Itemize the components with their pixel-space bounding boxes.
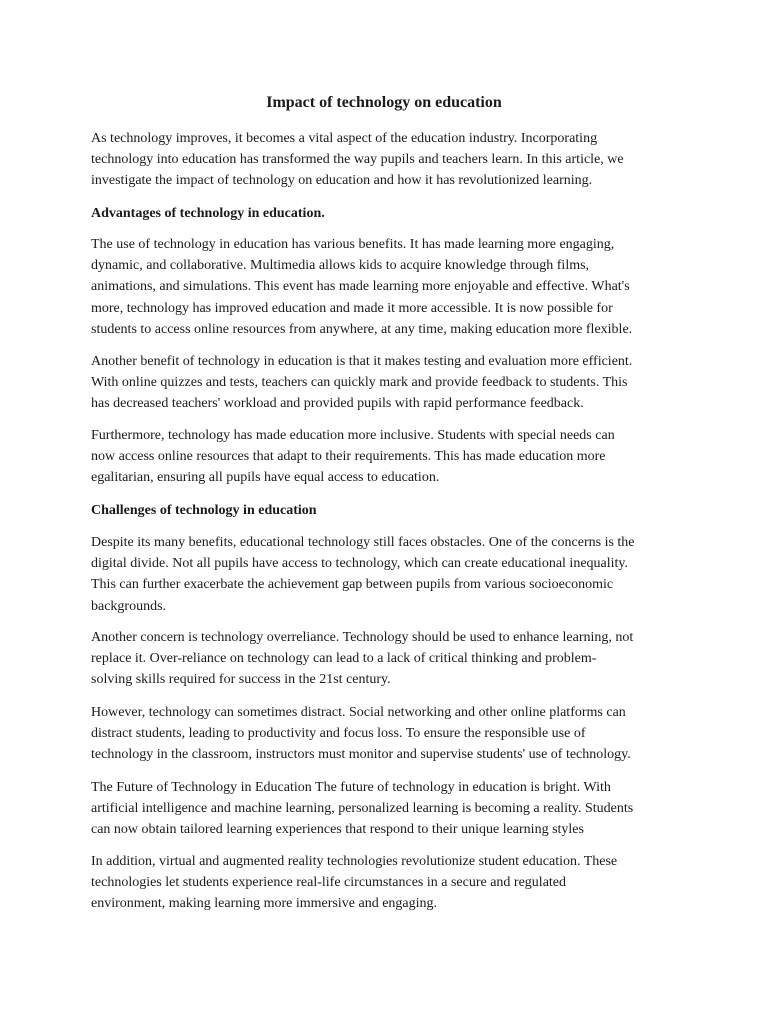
text-line: Despite its many benefits, educational technology still faces obstacles. One of the concerns is the: [91, 535, 635, 550]
text-line: replace it. Over-reliance on technology can lead to a lack of critical thinking and problem-: [91, 651, 597, 667]
future-paragraph-2: [91, 851, 691, 915]
text-line: environment, making learning more immersive and engaging.: [91, 896, 438, 912]
text-line: In addition, virtual and augmented reality technologies revolutionize student education. These: [91, 854, 618, 869]
intro-paragraph: [91, 128, 691, 192]
text-line: artificial intelligence and machine learning, personalized learning is becoming a reality. Students: [91, 801, 634, 817]
challenges-heading: Challenges of technology in education: [91, 503, 317, 518]
text-line: Furthermore, technology has made education more inclusive. Students with special needs can: [91, 428, 615, 443]
text-line: Another benefit of technology in education is that it makes testing and evaluation more efficient.: [91, 354, 633, 369]
text-line: backgrounds.: [91, 598, 167, 614]
text-line: digital divide. Not all pupils have access to technology, which can create educational inequality.: [91, 556, 629, 572]
text-line: However, technology can sometimes distract. Social networking and other online platforms can: [91, 705, 626, 720]
challenges-paragraph-1: [91, 532, 691, 617]
future-paragraph-1: [91, 777, 691, 841]
text-line: more, technology has improved education and made it more accessible. It is now possible for: [91, 300, 613, 316]
text-line: dynamic, and collaborative. Multimedia allows kids to acquire knowledge through films,: [91, 258, 590, 274]
challenges-paragraph-3: [91, 702, 691, 766]
advantages-heading: Advantages of technology in education.: [91, 206, 325, 221]
advantages-paragraph-3: [91, 425, 691, 489]
text-line: solving skills required for success in the 21st century.: [91, 672, 391, 688]
text-line: technology in the classroom, instructors must monitor and supervise students' use of technology.: [91, 747, 631, 763]
text-line: has decreased teachers' workload and provided pupils with rapid performance feedback.: [91, 396, 584, 412]
document-title: Impact of technology on education: [266, 94, 502, 111]
text-line: As technology improves, it becomes a vital aspect of the education industry. Incorporating: [91, 131, 598, 146]
text-line: now access online resources that adapt to their requirements. This has made education more: [91, 449, 606, 465]
text-line: The Future of Technology in Education The future of technology in education is bright. With: [91, 780, 611, 795]
text-line: distract students, leading to productivity and focus loss. To ensure the responsible use of: [91, 726, 586, 742]
text-line: investigate the impact of technology on education and how it has revolutionized learning.: [91, 173, 593, 189]
text-line: technology into education has transformed the way pupils and teachers learn. In this article, we: [91, 152, 624, 168]
text-line: The use of technology in education has various benefits. It has made learning more engaging,: [91, 237, 615, 252]
challenges-paragraph-2: [91, 627, 691, 691]
text-line: can now obtain tailored learning experiences that respond to their unique learning styles: [91, 822, 584, 838]
text-line: egalitarian, ensuring all pupils have equal access to education.: [91, 470, 440, 486]
advantages-paragraph-2: [91, 351, 691, 415]
advantages-paragraph-1: [91, 234, 691, 340]
text-line: Another concern is technology overreliance. Technology should be used to enhance learning, not: [91, 630, 634, 645]
text-line: technologies let students experience real-life circumstances in a secure and regulated: [91, 875, 567, 891]
text-line: students to access online resources from anywhere, at any time, making education more flexible.: [91, 321, 633, 337]
text-line: animations, and simulations. This event has made learning more enjoyable and effective. What's: [91, 279, 630, 295]
text-line: This can further exacerbate the achievement gap between pupils from various socioeconomic: [91, 577, 614, 593]
text-line: With online quizzes and tests, teachers can quickly mark and provide feedback to students. This: [91, 375, 628, 391]
